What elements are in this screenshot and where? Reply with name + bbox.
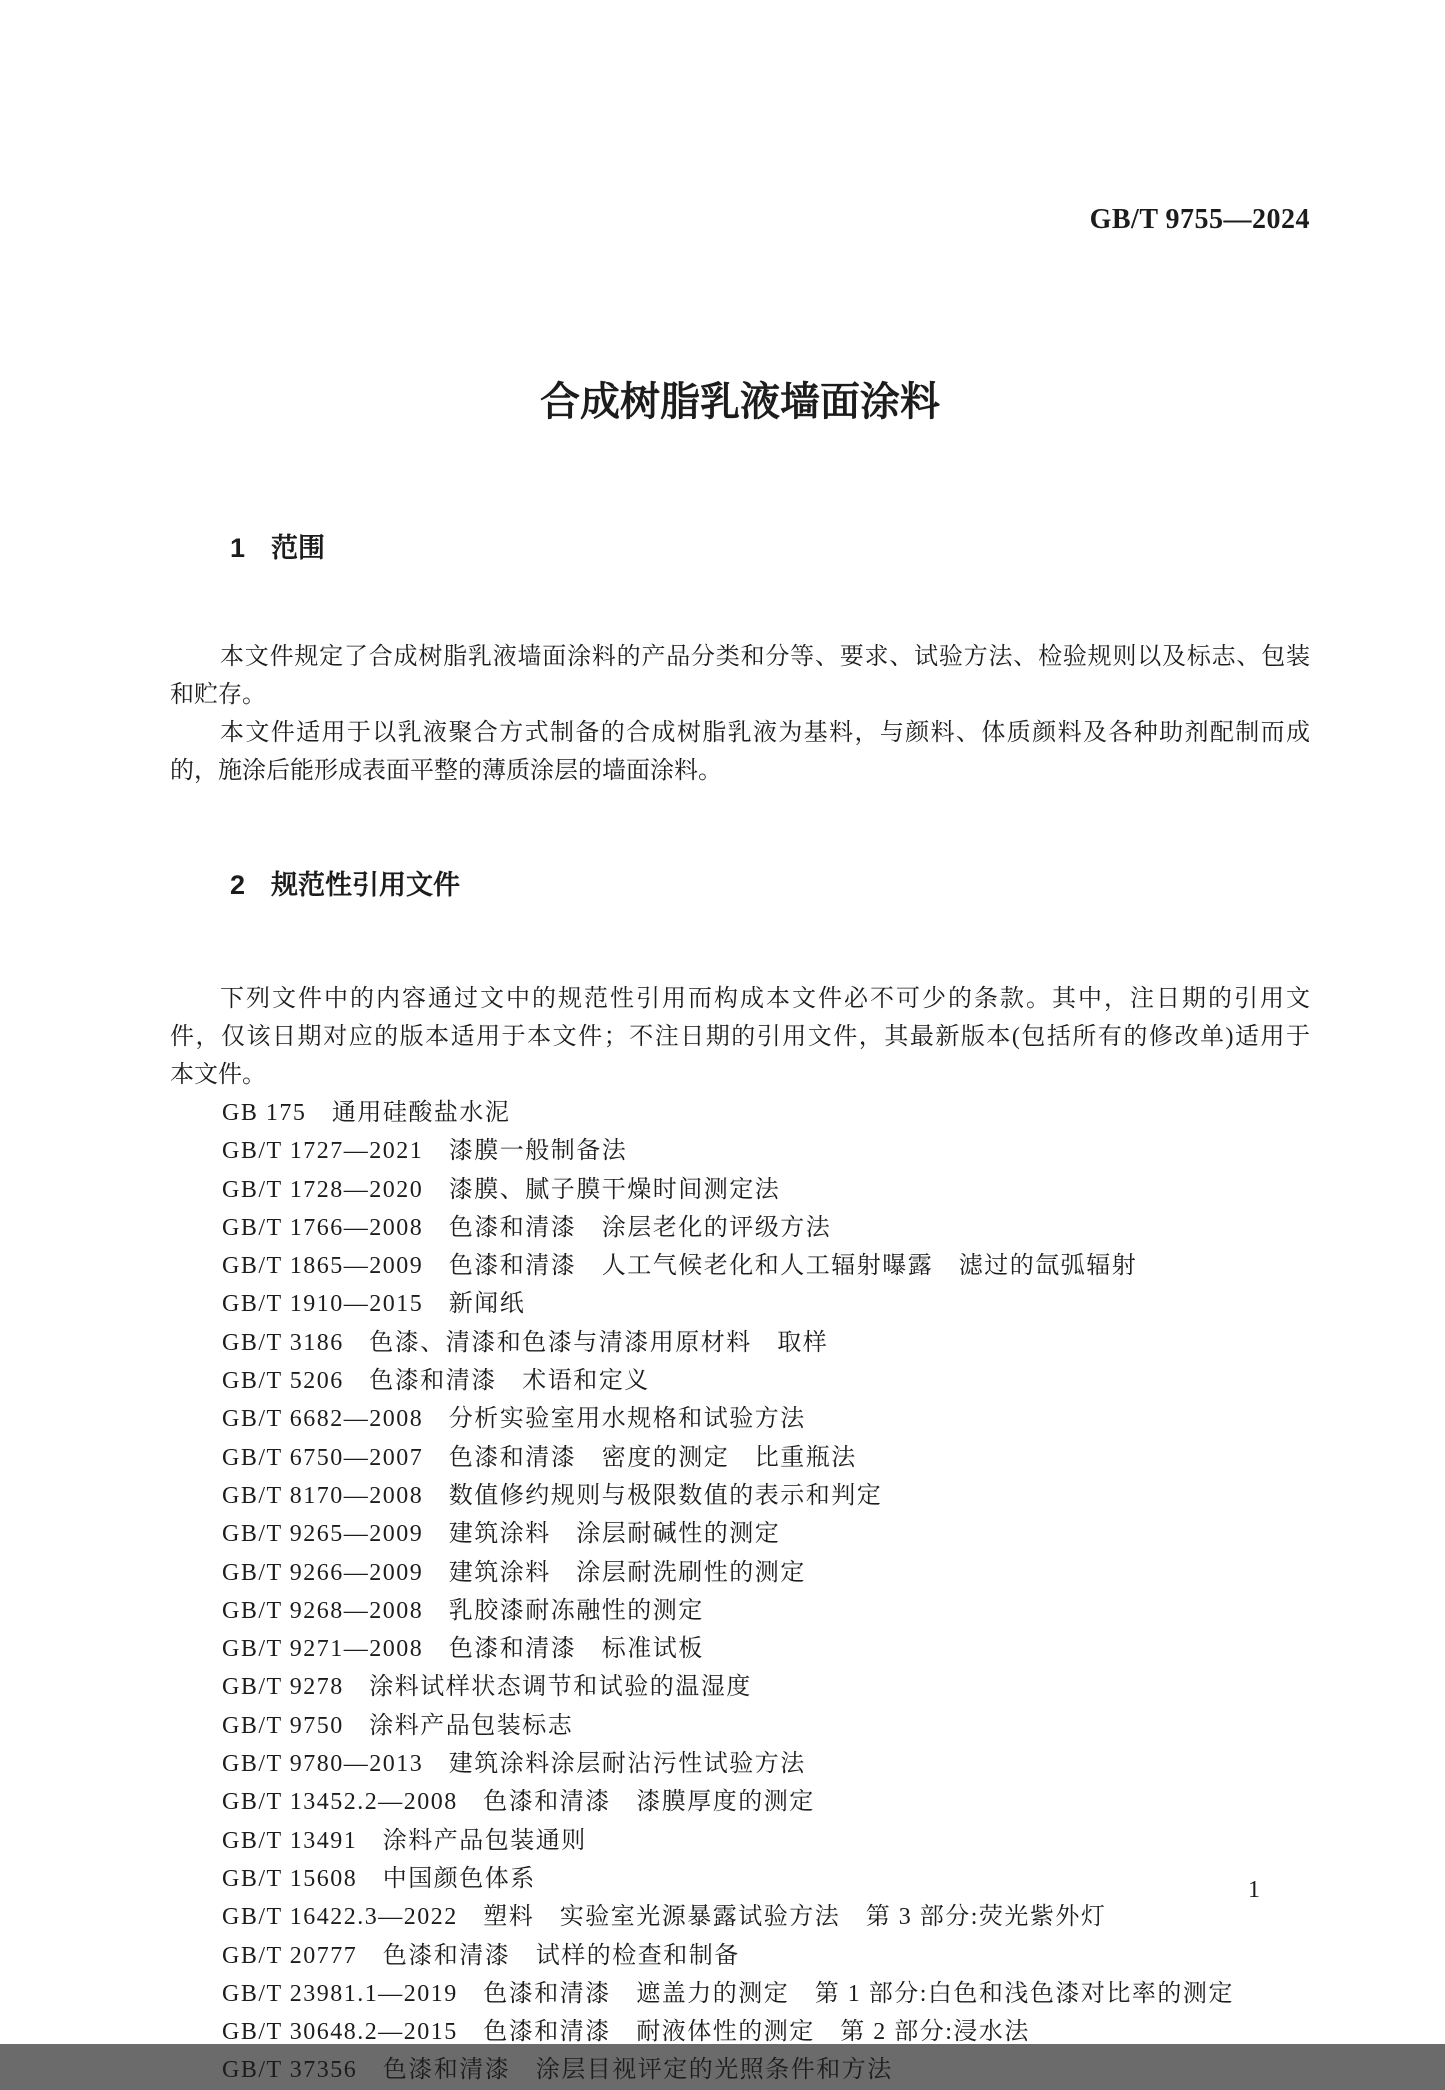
reference-item: GB/T 13452.2—2008 色漆和清漆 漆膜厚度的测定 (222, 1789, 815, 1816)
paragraph (170, 714, 1310, 790)
section-heading-text: 范围 (271, 533, 326, 563)
paragraph-line: 本文件规定了合成树脂乳液墙面涂料的产品分类和分等、要求、试验方法、检验规则以及标志、包装 (220, 644, 1310, 670)
section-normative-references (170, 831, 1310, 2090)
section-scope (170, 494, 1310, 790)
reference-item: GB/T 9266—2009 建筑涂料 涂层耐洗刷性的测定 (222, 1559, 806, 1586)
reference-item: GB/T 3186 色漆、清漆和色漆与清漆用原材料 取样 (222, 1329, 829, 1356)
reference-item: GB/T 16422.3—2022 塑料 实验室光源暴露试验方法 第 3 部分:荧光紫外灯 (222, 1904, 1107, 1931)
standard-code: GB/T 9755—2024 (1089, 204, 1310, 235)
paragraph-line: 件，仅该日期对应的版本适用于本文件；不注日期的引用文件，其最新版本(包括所有的修改单)适用于 (170, 1024, 1310, 1050)
paragraph-line: 本文件。 (170, 1062, 266, 1088)
section-heading-text: 规范性引用文件 (271, 870, 461, 900)
reference-item: GB/T 6750—2007 色漆和清漆 密度的测定 比重瓶法 (222, 1444, 857, 1471)
reference-item: GB/T 37356 色漆和清漆 涂层目视评定的光照条件和方法 (222, 2057, 893, 2084)
reference-item: GB/T 13491 涂料产品包装通则 (222, 1827, 587, 1854)
reference-item: GB/T 9268—2008 乳胶漆耐冻融性的测定 (222, 1597, 704, 1624)
paragraph (170, 980, 1310, 1094)
paragraph-line: 本文件适用于以乳液聚合方式制备的合成树脂乳液为基料，与颜料、体质颜料及各种助剂配制而成 (220, 720, 1310, 746)
references-list (170, 1094, 1310, 2090)
section-heading (170, 494, 1310, 602)
paragraph-line: 下列文件中的内容通过文中的规范性引用而构成本文件必不可少的条款。其中，注日期的引用文 (220, 986, 1310, 1012)
section-heading (170, 831, 1310, 939)
reference-item: GB/T 1727—2021 漆膜一般制备法 (222, 1138, 628, 1165)
reference-item: GB/T 20777 色漆和清漆 试样的检查和制备 (222, 1942, 740, 1969)
reference-item: GB/T 30648.2—2015 色漆和清漆 耐液体性的测定 第 2 部分:浸水法 (222, 2019, 1030, 2046)
page-number: 1 (1248, 1877, 1260, 1903)
reference-item: GB/T 9278 涂料试样状态调节和试验的温湿度 (222, 1674, 752, 1701)
reference-item: GB/T 1865—2009 色漆和清漆 人工气候老化和人工辐射曝露 滤过的氙弧辐射 (222, 1253, 1138, 1280)
paragraph-line: 的，施涂后能形成表面平整的薄质涂层的墙面涂料。 (170, 758, 722, 784)
section-number: 1 (230, 533, 246, 563)
reference-item: GB/T 9780—2013 建筑涂料涂层耐沾污性试验方法 (222, 1751, 806, 1778)
reference-item: GB/T 1766—2008 色漆和清漆 涂层老化的评级方法 (222, 1214, 832, 1241)
document-title: 合成树脂乳液墙面涂料 (540, 380, 940, 424)
reference-item: GB 175 通用硅酸盐水泥 (222, 1100, 511, 1126)
reference-item: GB/T 6682—2008 分析实验室用水规格和试验方法 (222, 1406, 806, 1433)
reference-item: GB/T 23981.1—2019 色漆和清漆 遮盖力的测定 第 1 部分:白色和浅色漆对比率的测定 (222, 1980, 1234, 2007)
section-number: 2 (230, 870, 246, 900)
reference-item: GB/T 9750 涂料产品包装标志 (222, 1712, 574, 1739)
reference-item: GB/T 15608 中国颜色体系 (222, 1865, 536, 1892)
paragraph-line: 和贮存。 (170, 682, 266, 708)
reference-item: GB/T 9271—2008 色漆和清漆 标准试板 (222, 1636, 704, 1663)
reference-item: GB/T 1728—2020 漆膜、腻子膜干燥时间测定法 (222, 1176, 781, 1203)
reference-item: GB/T 5206 色漆和清漆 术语和定义 (222, 1368, 650, 1395)
reference-item: GB/T 8170—2008 数值修约规则与极限数值的表示和判定 (222, 1482, 883, 1509)
paragraph (170, 638, 1310, 714)
page-header (170, 166, 1310, 274)
reference-item: GB/T 1910—2015 新闻纸 (222, 1291, 526, 1318)
reference-item: GB/T 9265—2009 建筑涂料 涂层耐碱性的测定 (222, 1521, 781, 1548)
